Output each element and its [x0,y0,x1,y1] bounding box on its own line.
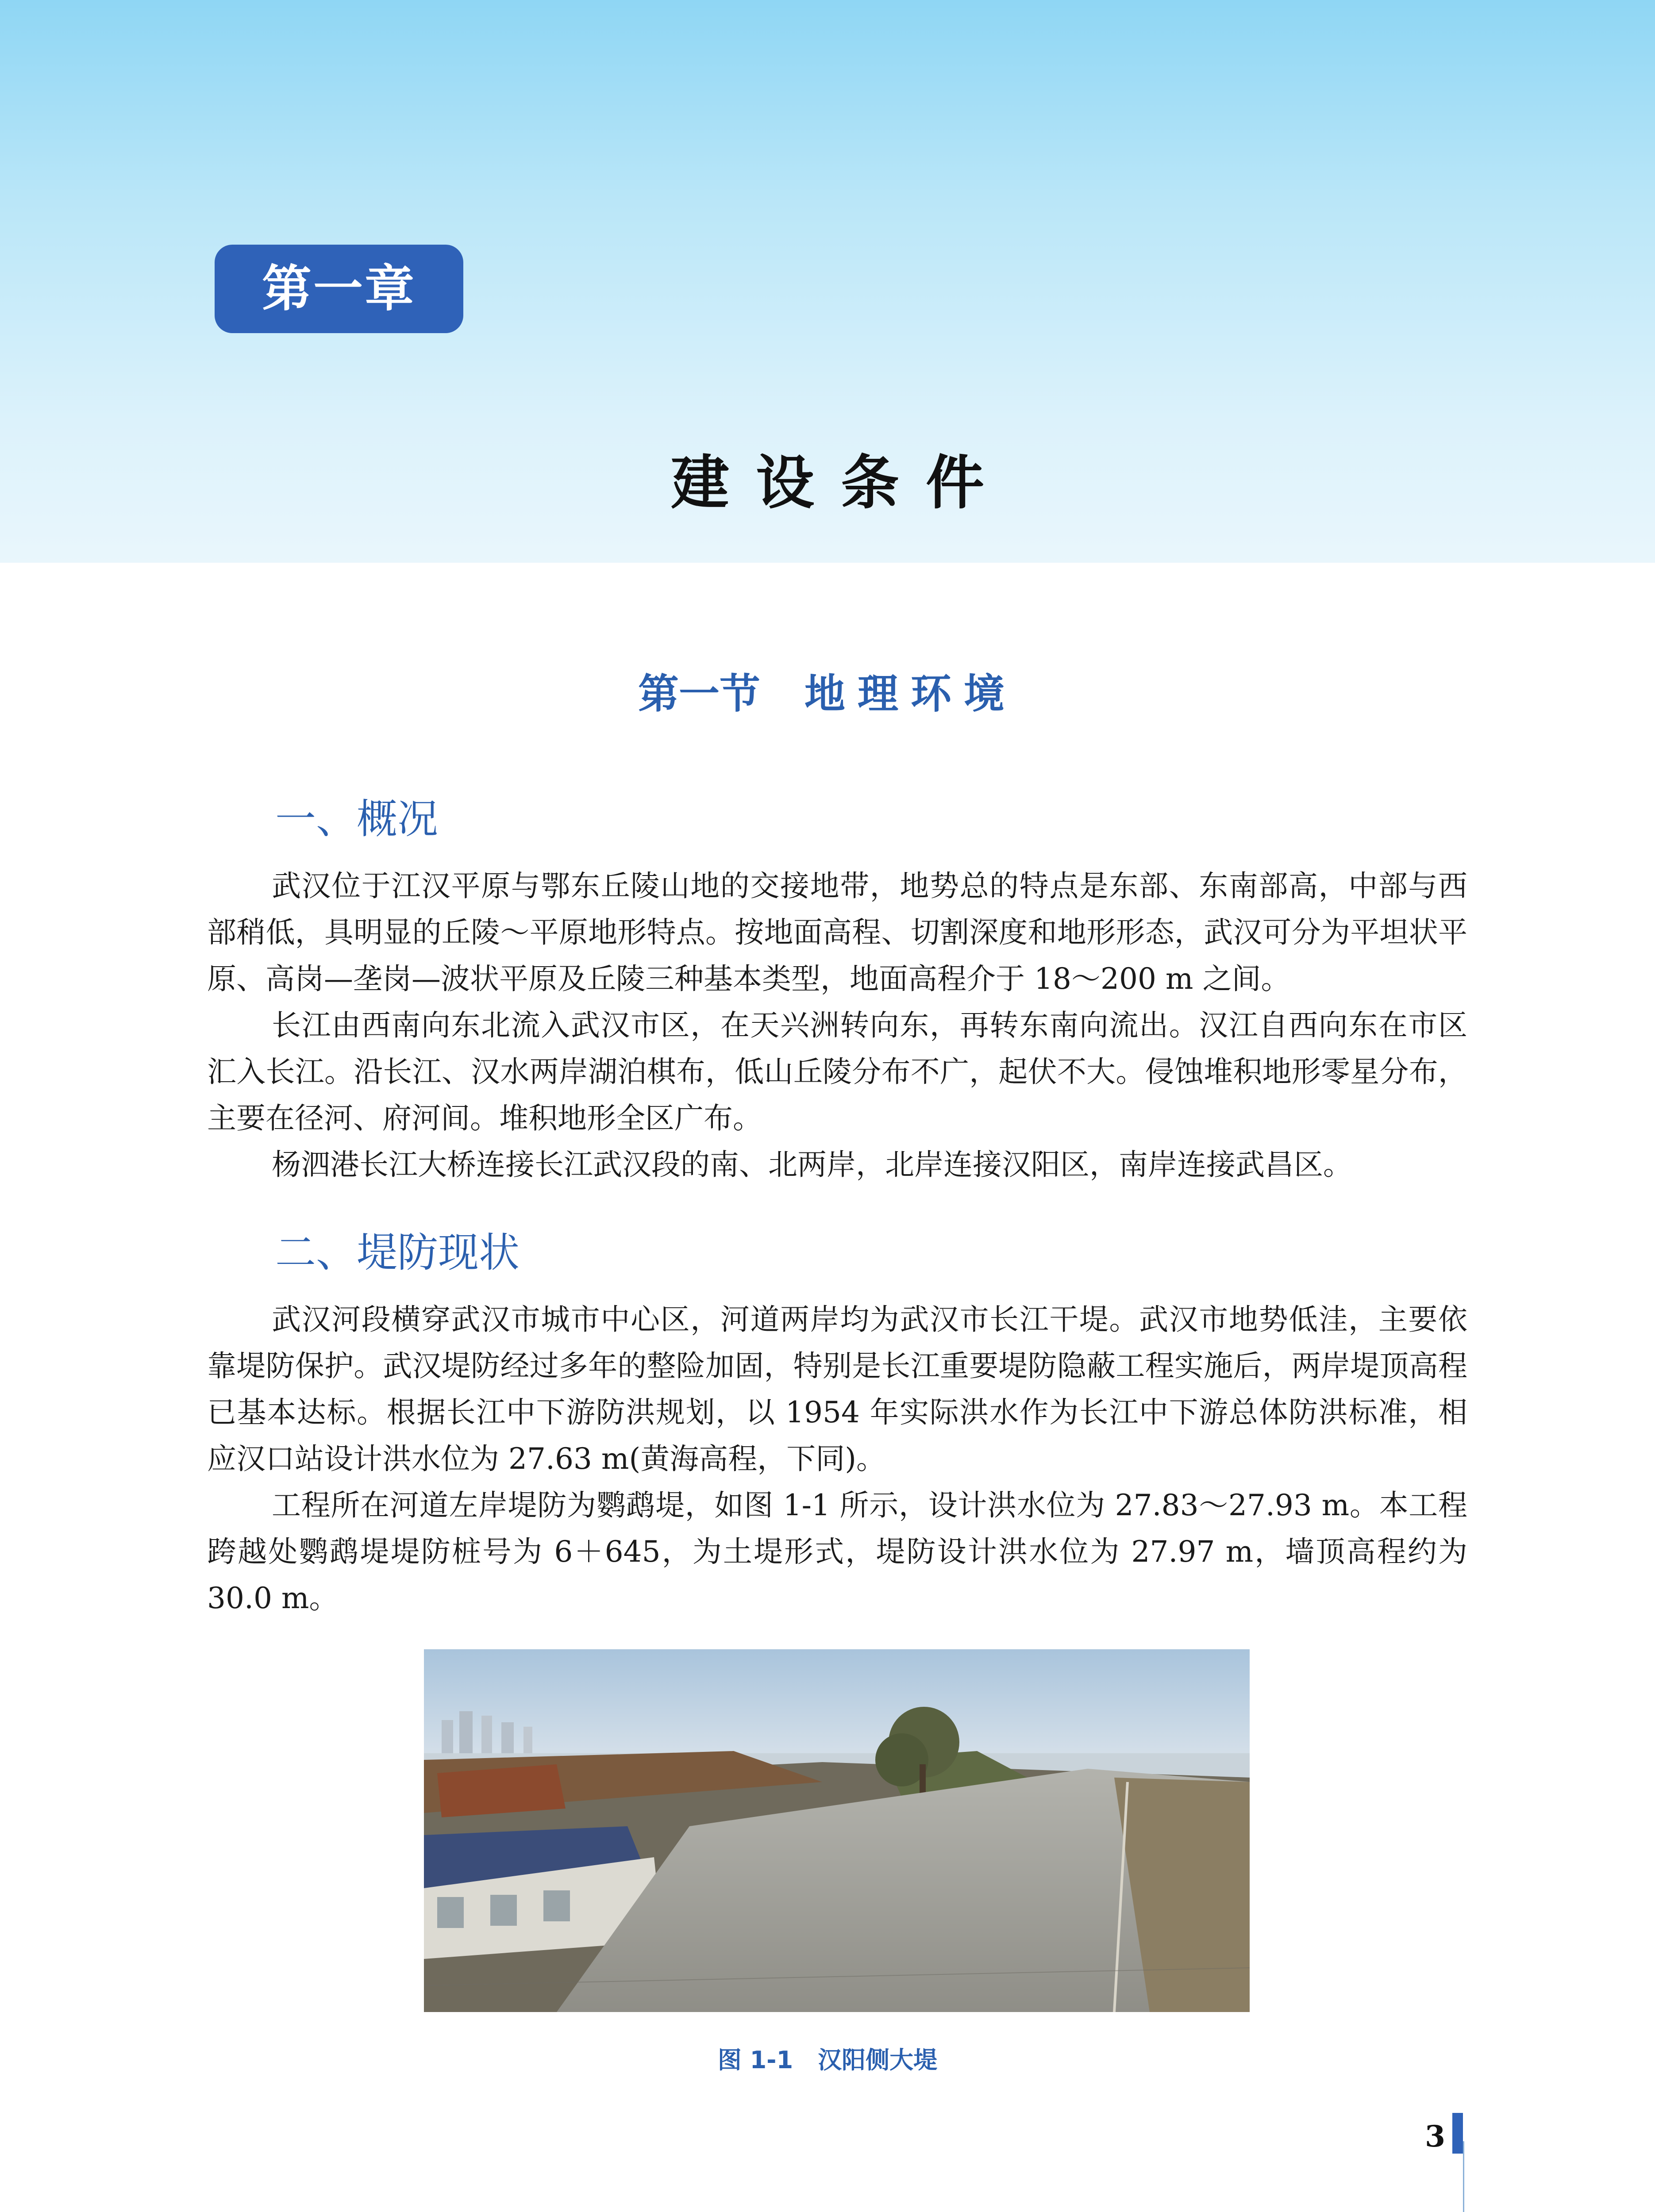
section-title [0,661,1655,720]
figure-caption-text: 汉阳侧大堤 [818,2046,938,2074]
figure-number: 图 1-1 [717,2046,793,2074]
section-name: 地理环境 [804,670,1017,718]
chapter-badge: 第一章 [215,245,463,333]
page-number: 3 [1425,2119,1445,2154]
paragraph: 武汉位于江汉平原与鄂东丘陵山地的交接地带，地势总的特点是东部、东南部高，中部与西部稍低，具明显的丘陵～平原地形特点。按地面高程、切割深度和地形形态，武汉可分为平坦状平原、高岗—垄岗—波状平原及丘陵三种基本类型，地面高程介于 18～200 m 之间。 [207,869,1467,996]
subsection-heading-overview: 一、概况 [275,795,439,843]
page-marker-bar [1452,2113,1463,2154]
levee-paragraphs [207,1296,1467,1621]
figure-caption [0,2041,1655,2075]
paragraph: 长江由西南向东北流入武汉市区，在天兴洲转向东，再转东南向流出。汉江自西向东在市区汇入长江。沿长江、汉水两岸湖泊棋布，低山丘陵分布不广，起伏不大。侵蚀堆积地形零星分布，主要在径河、府河间。堆积地形全区广布。 [207,1008,1467,1135]
levee-photo [424,1649,1250,2012]
paragraph: 杨泗港长江大桥连接长江武汉段的南、北两岸，北岸连接汉阳区，南岸连接武昌区。 [272,1148,1352,1182]
paragraph: 工程所在河道左岸堤防为鹦鹉堤，如图 1-1 所示，设计洪水位为 27.83～27.93 m。本工程跨越处鹦鹉堤堤防桩号为 6＋645，为土堤形式，堤防设计洪水位为 27.97 m，墙顶高程约为 30.0 m。 [207,1488,1467,1615]
overview-paragraphs [207,863,1467,1188]
levee-photo-illustration [424,1649,1250,2012]
subsection-heading-levee: 二、堤防现状 [275,1229,520,1276]
chapter-title: 建设条件 [671,449,1011,517]
page-edge-rule [1463,2141,1464,2212]
section-number: 第一节 [638,670,760,718]
paragraph: 武汉河段横穿武汉市城市中心区，河道两岸均为武汉市长江干堤。武汉市地势低洼，主要依靠堤防保护。武汉堤防经过多年的整险加固，特别是长江重要堤防隐蔽工程实施后，两岸堤顶高程已基本达标。根据长江中下游防洪规划，以 1954 年实际洪水作为长江中下游总体防洪标准，相应汉口站设计洪水位为 27.63 m(黄海高程，下同)。 [207,1302,1467,1476]
